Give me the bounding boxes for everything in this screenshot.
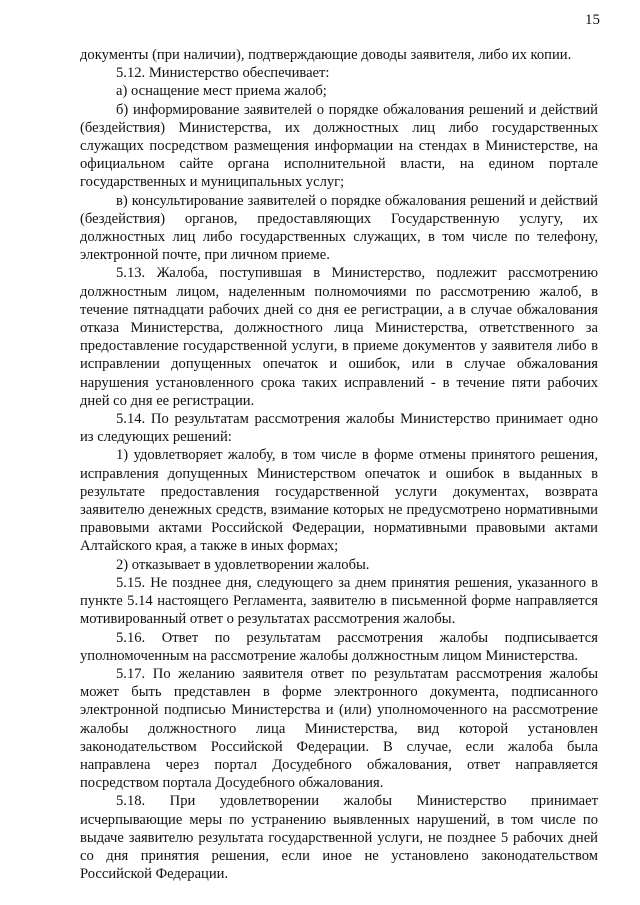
paragraph-5-12-a: а) оснащение мест приема жалоб; (116, 83, 327, 100)
paragraph-5-14-1: 1) удовлетворяет жалобу, в том числе в форме отмены принятого решения, исправления допущенных Министерством опечаток и ошибок в выданных в результате предоставления государственной услуги документах, возврата заявителю денежных средств, взимание которых не предусмотрено нормативными правовыми актами Российской Федерации, нормативными правовыми актами Алтайского края, а также в иных формах; (80, 447, 598, 555)
paragraph-5-18: 5.18. При удовлетворении жалобы Министерство принимает исчерпывающие меры по устранению выявленных нарушений, в том числе по выдаче заявителю результата государственной услуги, не позднее 5 рабочих дней со дня принятия решения, если иное не установлено законодательством Российской Федерации. (80, 793, 598, 883)
paragraph-5-16: 5.16. Ответ по результатам рассмотрения жалобы подписывается уполномоченным на рассмотрение жалобы должностным лицом Министерства. (80, 629, 598, 664)
paragraph-5-12-v: в) консультирование заявителей о порядке обжалования решений и действий (бездействия) органов, предоставляющих Государственную услугу, их должностных лиц либо государственных служащих, в том числе по телефону, электронной почте, при личном приеме. (80, 192, 598, 264)
paragraph-5-12-b: б) информирование заявителей о порядке обжалования решений и действий (бездействия) Министерства, их должностных лиц либо государственных служащих посредством размещения информации на стендах в Министерстве, на официальном сайте органа исполнительной власти, на едином портале государственных и муниципальных услуг; (80, 101, 598, 191)
paragraph-5-15: 5.15. Не позднее дня, следующего за днем принятия решения, указанного в пункте 5.14 настоящего Регламента, заявителю в письменной форме направляется мотивированный ответ о результатах рассмотрения жалобы. (80, 574, 598, 628)
paragraph-5-14: 5.14. По результатам рассмотрения жалобы Министерство принимает одно из следующих решений: (80, 411, 598, 446)
paragraph-5-13: 5.13. Жалоба, поступившая в Министерство, подлежит рассмотрению должностным лицом, наделенным полномочиями по рассмотрению жалоб, в течение пятнадцати рабочих дней со дня ее регистрации, а в случае обжалования отказа Министерства, должностного лица Министерства, ответственного за предоставление государственной услуги, в приеме документов у заявителя либо в исправлении допущенных опечаток и ошибок, или в случае обжалования нарушения установленного срока таких исправлений - в течение пяти рабочих дней со дня ее регистрации. (80, 265, 598, 409)
paragraph-5-12: 5.12. Министерство обеспечивает: (116, 65, 330, 82)
paragraph-5-17: 5.17. По желанию заявителя ответ по результатам рассмотрения жалобы может быть представлен в форме электронного документа, подписанного электронной подписью Министерства и (или) уполномоченного на рассмотрение жалобы должностного лица Министерства, вид которой установлен законодательством Российской Федерации. В случае, если жалоба была направлена через портал Досудебного обжалования, ответ направляется посредством портала Досудебного обжалования. (80, 665, 598, 792)
document-body (80, 46, 598, 883)
page-number: 15 (585, 12, 600, 28)
paragraph-5-14-2: 2) отказывает в удовлетворении жалобы. (116, 556, 370, 573)
paragraph-continuation: документы (при наличии), подтверждающие доводы заявителя, либо их копии. (80, 47, 572, 63)
